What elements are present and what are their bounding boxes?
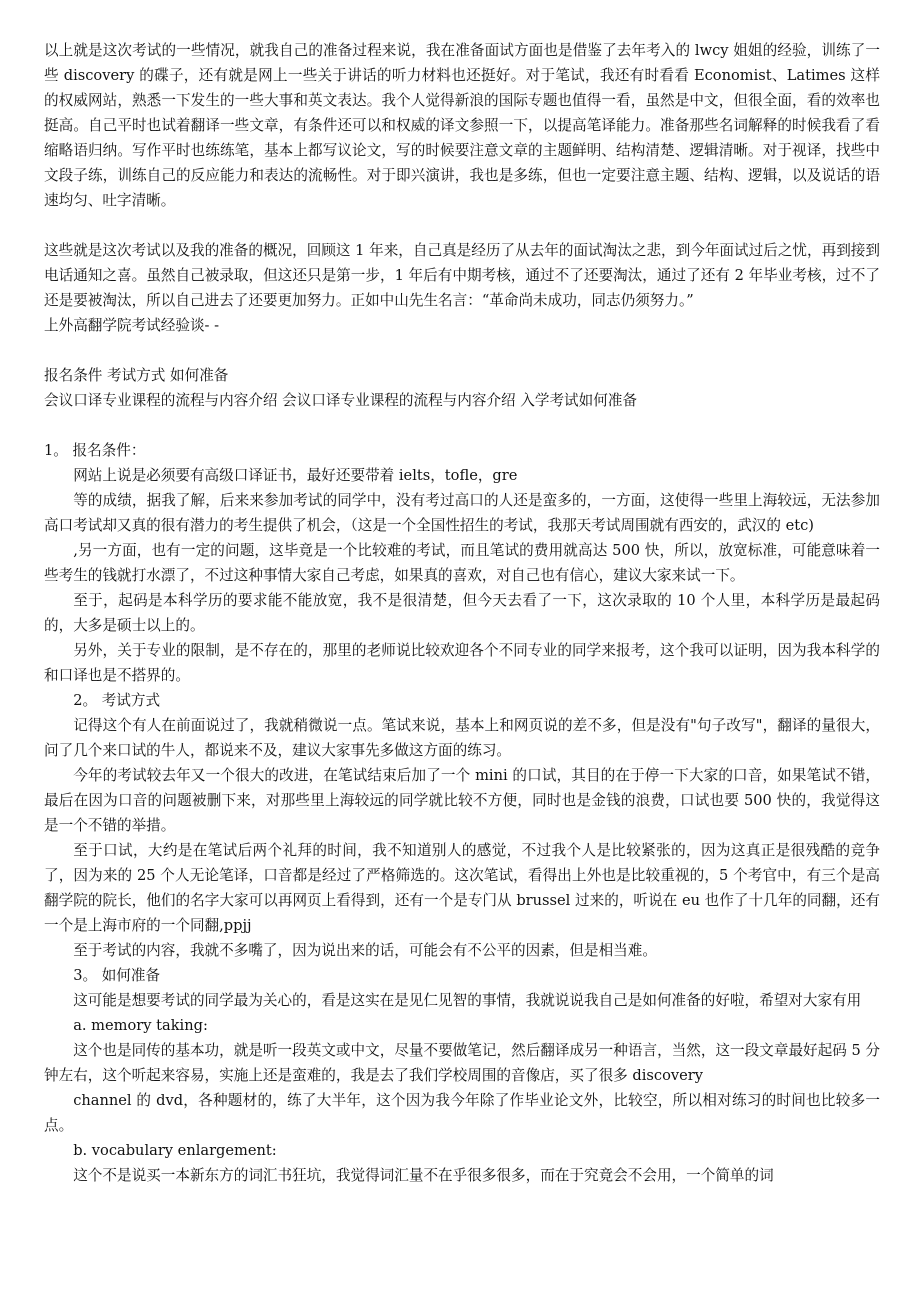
paragraph: 等的成绩，据我了解，后来来参加考试的同学中，没有考过高口的人还是蛮多的，一方面，这使得一些里上海较远，无法参加高口考试却又真的很有潜力的考生提供了机会，（这是一个全国性招生的考试，我那天考试周围就有西安的，武汉的 etc) [44,492,880,534]
section-heading: 3。 如何准备 [73,967,161,984]
paragraph: 这可能是想要考试的同学最为关心的，看是这实在是见仁见智的事情，我就说说我自己是如何准备的好啦，希望对大家有用 [73,992,862,1009]
spacer [44,413,880,438]
paragraph: 另外，关于专业的限制，是不存在的，那里的老师说比较欢迎各个不同专业的同学来报考，这个我可以证明，因为我本科学的和口译也是不搭界的。 [44,642,880,684]
paragraph: 至于考试的内容，我就不多嘴了，因为说出来的话，可能会有不公平的因素，但是相当难。 [73,942,657,959]
paragraph: 记得这个有人在前面说过了，我就稍微说一点。笔试来说，基本上和网页说的差不多，但是没有"句子改写"，翻译的量很大，问了几个来口试的牛人，都说来不及，建议大家事先多做这方面的练习。 [44,717,880,759]
paragraph: 这些就是这次考试以及我的准备的概况，回顾这 1 年来，自己真是经历了从去年的面试淘汰之悲，到今年面试过后之忧，再到接到电话通知之喜。虽然自己被录取，但这还只是第一步，1 年后有中期考核，通过不了还要淘汰，通过了还有 2 年毕业考核，过不了还是要被淘汰，所以自己进去了还要更加努力。正如中山先生名言：“革命尚未成功，同志仍须努力。” [44,242,880,309]
section-heading: 1。 报名条件： [44,442,146,459]
paragraph: 网站上说是必须要有高级口译证书，最好还要带着 ielts，tofle，gre [73,467,518,484]
paragraph: 今年的考试较去年又一个很大的改进，在笔试结束后加了一个 mini 的口试，其目的在于停一下大家的口音，如果笔试不错，最后在因为口音的问题被删下来，对那些里上海较远的同学就比较不方便，同时也是金钱的浪费，口试也要 500 快的，我觉得这是一个不错的举措。 [44,767,880,834]
subsection-heading: a. memory taking: [73,1017,208,1034]
heading-links: 报名条件 考试方式 如何准备 [44,367,229,384]
paragraph: 这个不是说买一本新东方的词汇书狂坑，我觉得词汇量不在乎很多很多，而在于究竟会不会用，一个简单的词 [73,1167,774,1184]
paragraph: channel 的 dvd，各种题材的，练了大半年，这个因为我今年除了作毕业论文外，比较空，所以相对练习的时间也比较多一点。 [44,1092,880,1134]
spacer [44,338,880,363]
subsection-heading: b. vocabulary enlargement: [73,1142,277,1159]
paragraph: 这个也是同传的基本功，就是听一段英文或中文，尽量不要做笔记，然后翻译成另一种语言，当然，这一段文章最好起码 5 分钟左右，这个听起来容易，实施上还是蛮难的，我是去了我们学校周围的音像店，买了很多 discovery [44,1042,880,1084]
paragraph: 至于口试，大约是在笔试后两个礼拜的时间，我不知道别人的感觉，不过我个人是比较紧张的，因为这真正是很残酷的竞争了，因为来的 25 个人无论笔译，口音都是经过了严格筛选的。这次笔试，看得出上外也是比较重视的，5 个考官中，有三个是高翻学院的院长，他们的名字大家可以再网页上看得到，还有一个是专门从 brussel 过来的，听说在 eu 也作了十几年的同翻，还有一个是上海市府的一个同翻,ppjj [44,842,880,934]
heading-links: 会议口译专业课程的流程与内容介绍 会议口译专业课程的流程与内容介绍 入学考试如何准备 [44,392,638,409]
spacer [44,213,880,238]
paragraph: 以上就是这次考试的一些情况，就我自己的准备过程来说，我在准备面试方面也是借鉴了去年考入的 lwcy 姐姐的经验，训练了一些 discovery 的碟子，还有就是网上一些关于讲话的听力材料也还挺好。对于笔试，我还有时看看 Economist、Latimes 这样的权威网站，熟悉一下发生的一些大事和英文表达。我个人觉得新浪的国际专题也值得一看，虽然是中文，但很全面，看的效率也挺高。自己平时也试着翻译一些文章，有条件还可以和权威的译文参照一下，以提高笔译能力。准备那些名词解释的时候我看了看缩略语归纳。写作平时也练练笔，基本上都写议论文，写的时候要注意文章的主题鲜明、结构清楚、逻辑清晰。对于视译，找些中文段子练，训练自己的反应能力和表达的流畅性。对于即兴演讲，我也是多练，但也一定要注意主题、结构、逻辑，以及说话的语速均匀、吐字清晰。 [44,42,880,209]
section-heading: 2。 考试方式 [73,692,161,709]
heading-title: 上外高翻学院考试经验谈- - [44,317,220,334]
paragraph: 至于，起码是本科学历的要求能不能放宽，我不是很清楚，但今天去看了一下，这次录取的 10 个人里，本科学历是最起码的，大多是硕士以上的。 [44,592,880,634]
document-page [44,38,880,1188]
paragraph: ,另一方面，也有一定的问题，这毕竟是一个比较难的考试，而且笔试的费用就高达 500 快，所以，放宽标准，可能意味着一些考生的钱就打水漂了，不过这种事情大家自己考虑，如果真的喜欢，对自己也有信心，建议大家来试一下。 [44,542,880,584]
